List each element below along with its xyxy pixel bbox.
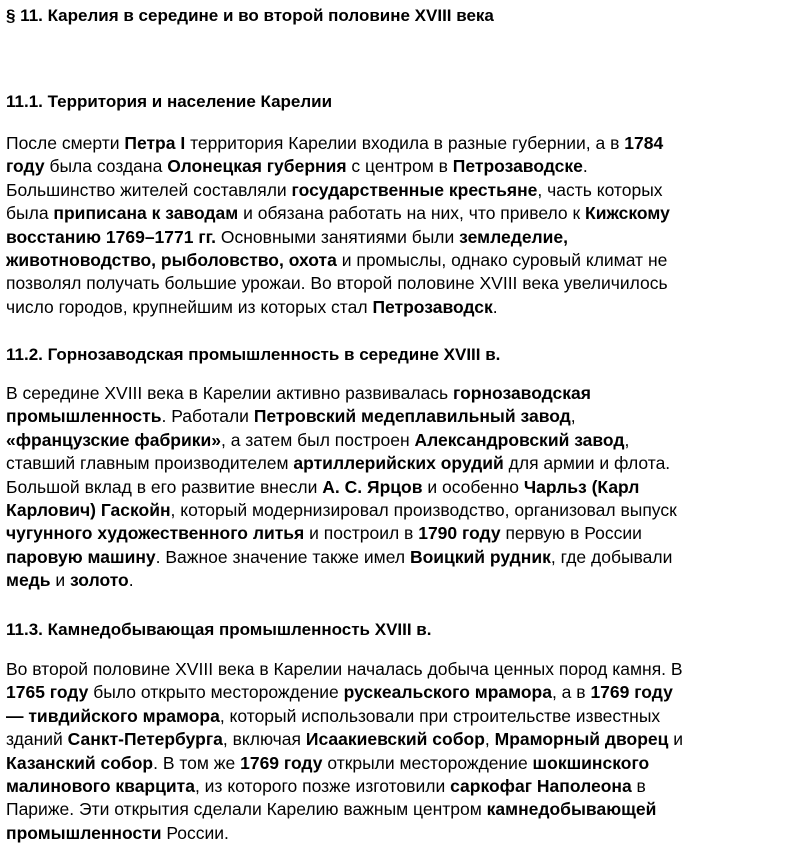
bold-term: 1765 году <box>6 682 89 703</box>
text-line <box>6 249 796 272</box>
text-line <box>6 822 796 845</box>
bold-term: шокшинского <box>532 752 650 773</box>
text-run: и промыслы, однако суровый климат не <box>336 249 668 270</box>
bold-term: Олонецкая губерния <box>167 156 347 177</box>
text-run: для армии и флота. <box>503 453 671 474</box>
text-run: Основными занятиями были <box>216 226 460 247</box>
text-line <box>6 798 796 821</box>
text-run: и обязана работать на них, что привело к <box>238 203 586 224</box>
bold-term: Александровский завод <box>414 429 625 450</box>
text-run: Во второй половине XVIII века в Карелии началась добыча ценных пород камня. В <box>6 659 683 679</box>
bold-term: году <box>6 156 45 177</box>
bold-term: саркофаг Наполеона <box>450 775 632 796</box>
bold-term: золото <box>70 570 129 591</box>
text-run: , включая <box>222 729 306 750</box>
bold-term: Петрозаводск <box>372 296 493 317</box>
bold-term: Петровский медеплавильный завод <box>253 406 571 427</box>
text-run: . <box>128 570 134 591</box>
text-run: ставший главным производителем <box>6 453 294 474</box>
bold-term: Мраморный дворец <box>494 729 669 750</box>
text-run: . Важное значение также имел <box>155 546 410 567</box>
text-run: Большой вклад в его развитие внесли <box>6 476 323 497</box>
bold-term: чугунного художественного литья <box>6 523 305 544</box>
text-run: , который использовали при строительстве известных <box>219 705 661 726</box>
text-line <box>6 382 796 405</box>
bold-term: — тивдийского мрамора <box>6 705 220 726</box>
page-title: § 11. Карелия в середине и во второй половине XVIII века <box>6 6 494 25</box>
bold-term: земледелие, <box>459 226 569 247</box>
text-run: в <box>631 775 646 796</box>
text-run: первую в России <box>500 523 642 544</box>
text-line <box>6 569 796 592</box>
text-line <box>6 179 796 202</box>
bold-term: 1769 году <box>240 752 323 773</box>
bold-term: Казанский собор <box>6 752 154 773</box>
text-line <box>6 499 796 522</box>
text-line <box>6 429 796 452</box>
text-run: России. <box>161 822 229 843</box>
text-line <box>6 155 796 178</box>
bold-term: 1790 году <box>418 523 501 544</box>
text-run: открыли месторождение <box>322 752 533 773</box>
text-line <box>6 452 796 475</box>
bold-term: А. С. Ярцов <box>322 476 423 497</box>
text-line <box>6 476 796 499</box>
text-run: , часть которых <box>537 179 663 200</box>
text-line <box>6 775 796 798</box>
bold-term: артиллерийских орудий <box>293 453 504 474</box>
bold-term: Петрозаводске <box>452 156 583 177</box>
text-run: В середине XVIII века в Карелии активно развивалась <box>6 383 454 403</box>
bold-term: медь <box>6 570 51 591</box>
bold-term: камнедобывающей <box>486 799 657 820</box>
text-run: , а в <box>551 682 591 703</box>
text-line <box>6 728 796 751</box>
text-line <box>6 522 796 545</box>
text-run: и <box>50 570 71 591</box>
text-run: и особенно <box>422 476 524 497</box>
section-heading-1: 11.1. Территория и население Карелии <box>6 92 333 111</box>
bold-term: промышленности <box>6 822 162 843</box>
bold-term: Петра I <box>124 133 186 153</box>
section-heading-2: 11.2. Горнозаводская промышленность в середине XVIII в. <box>6 345 501 364</box>
text-line <box>6 705 796 728</box>
section-paragraph-1 <box>6 132 796 319</box>
text-run: было открыто месторождение <box>88 682 344 703</box>
text-run: Большинство жителей составляли <box>6 179 292 200</box>
bold-term: приписана к заводам <box>53 203 239 224</box>
text-run: , <box>484 729 495 750</box>
text-run: . <box>492 296 498 317</box>
bold-term: горнозаводская <box>453 383 591 403</box>
bold-term: Карлович) Гаскойн <box>6 499 171 520</box>
text-run: , из которого позже изготовили <box>194 775 451 796</box>
text-line <box>6 752 796 775</box>
bold-term: восстанию 1769–1771 гг. <box>6 226 217 247</box>
bold-term: 1769 году <box>590 682 673 703</box>
text-run: и построил в <box>304 523 419 544</box>
bold-term: государственные крестьяне <box>291 179 538 200</box>
text-run: . Работали <box>161 406 254 427</box>
bold-term: животноводство, рыболовство, охота <box>6 249 337 270</box>
text-line <box>6 681 796 704</box>
text-run: была создана <box>44 156 168 177</box>
text-run: зданий <box>6 729 68 750</box>
bold-term: паровую машину <box>6 546 156 567</box>
text-run: территория Карелии входила в разные губернии, а в <box>185 133 625 153</box>
bold-term: 1784 <box>624 133 664 153</box>
text-run: . <box>582 156 588 177</box>
text-run: После смерти <box>6 133 125 153</box>
bold-term: промышленность <box>6 406 162 427</box>
text-run: , который модернизировал производство, организовал выпуск <box>170 499 677 520</box>
text-run: Париже. Эти открытия сделали Карелию важным центром <box>6 799 487 820</box>
bold-term: малинового кварцита <box>6 775 195 796</box>
text-line <box>6 405 796 428</box>
text-run: была <box>6 203 54 224</box>
text-run: , <box>624 429 630 450</box>
bold-term: рускеальского мрамора <box>343 682 552 703</box>
text-line <box>6 132 796 155</box>
text-run: с центром в <box>346 156 453 177</box>
text-run: и <box>668 729 684 750</box>
bold-term: Санкт-Петербурга <box>67 729 223 750</box>
bold-term: Исаакиевский собор <box>305 729 485 750</box>
text-run: , <box>570 406 576 427</box>
section-paragraph-2 <box>6 382 796 593</box>
text-line <box>6 546 796 569</box>
text-run: . В том же <box>153 752 241 773</box>
bold-term: «французские фабрики» <box>6 429 221 450</box>
bold-term: Воицкий рудник <box>409 546 551 567</box>
text-line <box>6 272 796 295</box>
text-run: , а затем был построен <box>220 429 415 450</box>
section-paragraph-3 <box>6 658 796 845</box>
text-run: позволял получать большие урожаи. Во второй половине XVIII века увеличилось <box>6 273 668 294</box>
text-run: , где добывали <box>550 546 673 567</box>
text-line <box>6 226 796 249</box>
bold-term: Кижскому <box>585 203 670 224</box>
text-line <box>6 202 796 225</box>
text-line <box>6 658 796 681</box>
text-line <box>6 296 796 319</box>
text-run: число городов, крупнейшим из которых стал <box>6 296 373 317</box>
section-heading-3: 11.3. Камнедобывающая промышленность XVIII в. <box>6 620 432 639</box>
bold-term: Чарльз (Карл <box>523 476 640 497</box>
